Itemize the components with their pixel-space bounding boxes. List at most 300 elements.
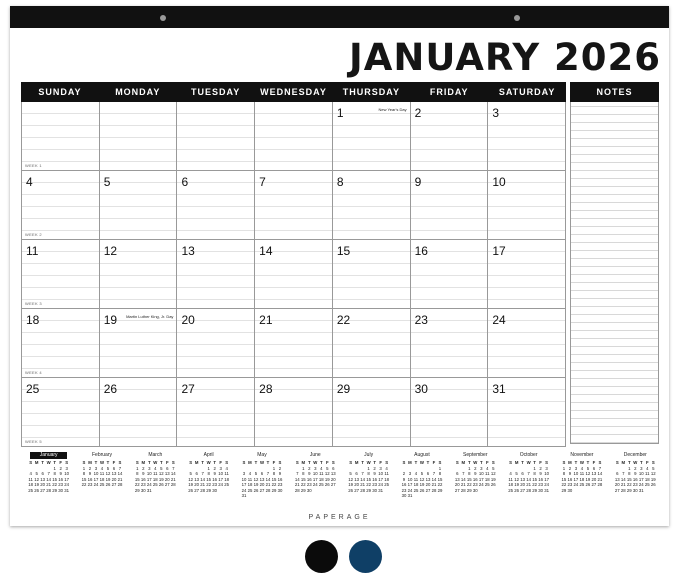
mini-day: 14 xyxy=(597,471,603,476)
mini-day: 15 xyxy=(271,476,277,482)
mini-day: 17 xyxy=(378,476,384,482)
mini-day: 16 xyxy=(306,476,312,482)
mini-day: 24 xyxy=(478,482,484,487)
mini-day: 21 xyxy=(170,476,176,482)
mini-day: 25 xyxy=(644,482,650,487)
mini-day: 25 xyxy=(247,487,253,493)
day-cell[interactable] xyxy=(100,309,178,377)
mini-day-letter: S xyxy=(562,460,566,465)
mini-day: 11 xyxy=(224,471,229,476)
day-cell[interactable] xyxy=(177,240,255,308)
mini-day-letter: S xyxy=(278,460,282,465)
mini-day-letter: W xyxy=(313,460,318,465)
mini-day: 13 xyxy=(111,471,117,476)
mini-day-letter: M xyxy=(141,460,146,465)
mini-day: 30 xyxy=(212,487,218,493)
day-number: 2 xyxy=(414,106,422,120)
mini-day: 31 xyxy=(241,493,247,498)
mini-day-letter: M xyxy=(408,460,412,465)
mini-day-letter: S xyxy=(455,460,459,465)
mini-day: 30 xyxy=(140,487,146,493)
mini-day-letter: T xyxy=(266,460,270,465)
mini-day: 22 xyxy=(271,482,277,487)
mini-day: 19 xyxy=(514,482,519,487)
mini-day: 14 xyxy=(46,476,52,482)
mini-day: 8 xyxy=(82,471,86,476)
day-cell[interactable] xyxy=(333,102,411,170)
week-row xyxy=(22,239,566,308)
mini-day-letter: F xyxy=(219,460,222,465)
mini-day: 6 xyxy=(195,471,198,476)
mini-day: 15 xyxy=(81,476,87,482)
mini-day: 16 xyxy=(277,476,283,482)
mini-day: 23 xyxy=(277,482,283,487)
mini-day: 11 xyxy=(508,476,513,482)
day-cell[interactable] xyxy=(22,240,100,308)
mini-day: 8 xyxy=(468,471,471,476)
mini-day: 18 xyxy=(484,476,490,482)
mini-day: 13 xyxy=(330,471,336,476)
mini-day: 4 xyxy=(225,465,228,471)
mini-day: 10 xyxy=(378,471,384,476)
mini-day: 21 xyxy=(294,482,300,487)
mini-day: 4 xyxy=(486,465,489,471)
mini-day: 3 xyxy=(379,465,382,471)
mini-day: 7 xyxy=(527,471,530,476)
mini-day: 26 xyxy=(188,487,194,493)
mini-day: 17 xyxy=(241,482,247,487)
mini-month-name: December xyxy=(623,452,647,458)
day-number: 20 xyxy=(181,313,195,327)
mini-day: 5 xyxy=(35,471,38,476)
mini-day: 1 xyxy=(136,465,139,471)
mini-day: 13 xyxy=(614,476,620,482)
mini-day: 3 xyxy=(640,465,643,471)
mini-calendar-june xyxy=(289,452,342,502)
mini-day: 8 xyxy=(272,471,276,476)
mini-day: 28 xyxy=(460,487,466,493)
day-cell[interactable] xyxy=(488,102,566,170)
day-cell[interactable] xyxy=(177,102,255,170)
mini-day: 9 xyxy=(142,471,145,476)
mini-day: 5 xyxy=(586,465,590,471)
mini-day: 27 xyxy=(164,482,170,487)
mini-day: 13 xyxy=(354,476,360,482)
mini-day: 28 xyxy=(46,487,52,493)
mini-day: 10 xyxy=(638,471,644,476)
mini-day-letter: T xyxy=(361,460,364,465)
mini-day: 1 xyxy=(438,465,442,471)
day-number: 19 xyxy=(103,313,118,327)
mini-day: 26 xyxy=(348,487,354,493)
color-swatch-black[interactable] xyxy=(305,540,338,573)
mini-day-letter: F xyxy=(645,460,649,465)
mini-day: 18 xyxy=(28,482,34,487)
mini-day: 30 xyxy=(538,487,543,493)
holiday-label: Martin Luther King, Jr. Day xyxy=(126,314,174,319)
mini-day: 8 xyxy=(367,471,370,476)
mini-day-letter: T xyxy=(254,460,258,465)
day-cell[interactable] xyxy=(255,378,333,446)
mini-day: 26 xyxy=(158,482,164,487)
mini-day: 20 xyxy=(591,476,597,482)
mini-day: 10 xyxy=(478,471,484,476)
mini-month-name: January xyxy=(30,452,67,459)
mini-day: 21 xyxy=(200,482,206,487)
mini-day: 23 xyxy=(538,482,543,487)
mini-day: 14 xyxy=(460,476,466,482)
mini-day: 24 xyxy=(146,482,152,487)
mini-day-letter: T xyxy=(94,460,98,465)
mini-day: 22 xyxy=(626,482,632,487)
mini-day: 27 xyxy=(425,487,431,493)
mini-day: 8 xyxy=(438,471,442,476)
mini-day: 28 xyxy=(170,482,176,487)
hanging-hole-right xyxy=(514,15,520,21)
mini-day: 5 xyxy=(106,465,110,471)
mini-day: 29 xyxy=(437,487,443,493)
mini-day: 22 xyxy=(81,482,87,487)
mini-day: 11 xyxy=(99,471,105,476)
mini-day: 29 xyxy=(271,487,277,493)
mini-day: 21 xyxy=(265,482,271,487)
mini-day-letter: M xyxy=(34,460,39,465)
mini-day-letter: M xyxy=(354,460,359,465)
day-cell[interactable] xyxy=(488,378,566,446)
mini-day-letter: T xyxy=(53,460,56,465)
mini-day: 21 xyxy=(597,476,603,482)
mini-day: 10 xyxy=(312,471,318,476)
day-cell[interactable] xyxy=(100,102,178,170)
mini-day: 16 xyxy=(372,476,378,482)
day-cell[interactable] xyxy=(333,171,411,239)
mini-day: 5 xyxy=(492,465,495,471)
mini-day: 29 xyxy=(626,487,632,493)
mini-day: 16 xyxy=(212,476,218,482)
mini-day-letter: S xyxy=(545,460,549,465)
mini-day-letter: T xyxy=(41,460,44,465)
mini-day: 9 xyxy=(539,471,542,476)
mini-month-name: June xyxy=(309,452,321,458)
mini-day: 18 xyxy=(384,476,390,482)
mini-day-letter: F xyxy=(539,460,542,465)
mini-day: 27 xyxy=(354,487,360,493)
mini-day: 2 xyxy=(278,465,282,471)
mini-day: 5 xyxy=(652,465,655,471)
mini-day-letter: F xyxy=(59,460,62,465)
mini-day: 23 xyxy=(567,482,573,487)
mini-day: 9 xyxy=(474,471,477,476)
mini-day-letter: W xyxy=(259,460,264,465)
mini-day-letter: T xyxy=(307,460,311,465)
mini-day: 26 xyxy=(514,487,519,493)
mini-day: 9 xyxy=(373,471,376,476)
mini-day: 6 xyxy=(260,471,264,476)
mini-month-grid xyxy=(609,460,662,493)
mini-day: 19 xyxy=(253,482,259,487)
day-cell[interactable] xyxy=(177,378,255,446)
day-number: 26 xyxy=(103,382,118,396)
mini-day: 24 xyxy=(312,482,318,487)
mini-day: 5 xyxy=(160,465,163,471)
day-cell[interactable] xyxy=(333,378,411,446)
day-number: 6 xyxy=(181,175,189,189)
mini-day: 25 xyxy=(152,482,158,487)
mini-day: 12 xyxy=(188,476,194,482)
mini-day: 13 xyxy=(454,476,460,482)
mini-day: 8 xyxy=(302,471,305,476)
day-number: 4 xyxy=(26,175,33,189)
color-swatch-navy[interactable] xyxy=(349,540,382,573)
weekday-friday: FRIDAY xyxy=(429,87,469,97)
mini-day: 25 xyxy=(508,487,513,493)
mini-day: 2 xyxy=(142,465,145,471)
day-number: 8 xyxy=(336,175,344,189)
day-cell[interactable] xyxy=(22,102,100,170)
mini-day: 15 xyxy=(366,476,372,482)
mini-day: 28 xyxy=(597,482,603,487)
mini-day-letter: M xyxy=(248,460,252,465)
mini-day: 10 xyxy=(146,471,152,476)
day-cell[interactable] xyxy=(22,378,100,446)
day-cell[interactable] xyxy=(255,102,333,170)
mini-calendar-september xyxy=(449,452,502,502)
mini-day: 12 xyxy=(514,476,519,482)
mini-day: 27 xyxy=(330,482,336,487)
mini-day-letter: F xyxy=(432,460,436,465)
mini-day: 19 xyxy=(585,476,591,482)
mini-calendar-july xyxy=(342,452,395,502)
mini-day-letter: F xyxy=(485,460,489,465)
day-cell[interactable] xyxy=(488,240,566,308)
mini-day: 8 xyxy=(562,471,566,476)
mini-month-grid xyxy=(182,460,235,493)
mini-day: 16 xyxy=(87,476,93,482)
mini-day: 18 xyxy=(224,476,230,482)
day-cell[interactable] xyxy=(411,102,489,170)
mini-day: 9 xyxy=(402,476,406,482)
day-number: 24 xyxy=(492,313,506,327)
mini-day: 7 xyxy=(462,471,465,476)
mini-day: 20 xyxy=(614,482,620,487)
day-cell[interactable] xyxy=(411,171,489,239)
mini-day: 28 xyxy=(620,487,626,493)
mini-day: 26 xyxy=(34,487,40,493)
mini-day: 10 xyxy=(241,476,247,482)
mini-day: 26 xyxy=(324,482,330,487)
weekday-tuesday: TUESDAY xyxy=(191,87,241,97)
mini-day-letter: T xyxy=(319,460,323,465)
mini-day: 20 xyxy=(194,482,200,487)
mini-day-letter: W xyxy=(633,460,638,465)
mini-day-letter: M xyxy=(194,460,199,465)
mini-day-letter: T xyxy=(201,460,204,465)
mini-day: 7 xyxy=(361,471,364,476)
mini-day: 29 xyxy=(466,487,472,493)
day-number: 31 xyxy=(492,382,506,396)
mini-day: 29 xyxy=(366,487,372,493)
mini-day: 26 xyxy=(490,482,496,487)
mini-day: 11 xyxy=(153,471,158,476)
mini-day: 12 xyxy=(348,476,354,482)
mini-day: 16 xyxy=(538,476,543,482)
mini-day: 24 xyxy=(241,487,247,493)
mini-day: 27 xyxy=(40,487,46,493)
mini-month-grid xyxy=(342,460,395,493)
day-cell[interactable] xyxy=(22,309,100,377)
mini-day: 29 xyxy=(52,487,58,493)
mini-day: 27 xyxy=(520,487,525,493)
mini-day-letter: W xyxy=(99,460,105,465)
mini-day: 1 xyxy=(468,465,471,471)
day-cell[interactable] xyxy=(411,309,489,377)
mini-month-grid xyxy=(449,460,502,493)
mini-day: 11 xyxy=(319,471,324,476)
mini-day: 20 xyxy=(454,482,460,487)
mini-day: 1 xyxy=(533,465,536,471)
mini-calendar-may xyxy=(235,452,288,502)
mini-day: 3 xyxy=(574,465,578,471)
day-number: 3 xyxy=(492,106,499,120)
mini-day: 24 xyxy=(64,482,70,487)
mini-day: 31 xyxy=(146,487,152,493)
mini-day: 13 xyxy=(164,471,170,476)
mini-day-letter: S xyxy=(295,460,299,465)
hanging-hole-left xyxy=(160,15,166,21)
mini-day: 2 xyxy=(539,465,542,471)
mini-day: 15 xyxy=(437,476,443,482)
mini-calendar-march xyxy=(129,452,182,502)
mini-month-grid xyxy=(502,460,555,493)
day-number: 17 xyxy=(492,244,506,258)
mini-day: 2 xyxy=(402,471,406,476)
day-cell[interactable] xyxy=(411,378,489,446)
mini-day: 28 xyxy=(360,487,366,493)
mini-day: 24 xyxy=(93,482,99,487)
mini-day: 3 xyxy=(65,465,68,471)
mini-day: 6 xyxy=(332,465,335,471)
mini-day: 22 xyxy=(366,482,372,487)
mini-day: 21 xyxy=(117,476,123,482)
mini-day: 17 xyxy=(573,476,579,482)
mini-day: 21 xyxy=(431,482,437,487)
mini-month-name: March xyxy=(148,452,163,458)
mini-day: 22 xyxy=(206,482,212,487)
mini-day: 19 xyxy=(105,476,111,482)
mini-day: 13 xyxy=(40,476,46,482)
mini-day: 11 xyxy=(645,471,650,476)
mini-calendar-february xyxy=(75,452,128,502)
mini-day: 20 xyxy=(259,482,265,487)
mini-day: 9 xyxy=(88,471,92,476)
day-cell[interactable] xyxy=(333,309,411,377)
mini-day: 15 xyxy=(532,476,537,482)
day-cell[interactable] xyxy=(488,171,566,239)
mini-day: 4 xyxy=(385,465,388,471)
notes-column[interactable] xyxy=(570,82,659,444)
week-row xyxy=(22,170,566,239)
mini-day-letter: S xyxy=(135,460,139,465)
day-cell[interactable] xyxy=(177,171,255,239)
day-cell[interactable] xyxy=(22,171,100,239)
mini-day: 12 xyxy=(324,471,330,476)
mini-day: 27 xyxy=(614,487,620,493)
mini-day: 12 xyxy=(585,471,591,476)
mini-day: 18 xyxy=(152,476,158,482)
mini-day: 30 xyxy=(58,487,64,493)
mini-day: 23 xyxy=(401,487,407,493)
mini-day: 6 xyxy=(456,471,459,476)
mini-day: 30 xyxy=(277,487,283,493)
mini-day: 16 xyxy=(472,476,478,482)
mini-day-letter: M xyxy=(88,460,92,465)
mini-day: 25 xyxy=(579,482,585,487)
mini-day: 15 xyxy=(466,476,472,482)
mini-day: 20 xyxy=(40,482,46,487)
mini-day: 23 xyxy=(212,482,218,487)
mini-day: 24 xyxy=(378,482,384,487)
day-cell[interactable] xyxy=(100,171,178,239)
mini-day: 2 xyxy=(474,465,477,471)
mini-day: 17 xyxy=(146,476,152,482)
mini-day-letter: S xyxy=(29,460,33,465)
day-cell[interactable] xyxy=(255,171,333,239)
mini-day: 7 xyxy=(118,465,122,471)
day-number: 14 xyxy=(259,244,273,258)
mini-day: 24 xyxy=(573,482,579,487)
day-cell[interactable] xyxy=(255,309,333,377)
day-cell[interactable] xyxy=(100,378,178,446)
mini-day-letter: W xyxy=(366,460,371,465)
day-cell[interactable] xyxy=(255,240,333,308)
mini-day: 19 xyxy=(324,476,330,482)
day-number: 27 xyxy=(181,382,195,396)
mini-day: 19 xyxy=(650,476,656,482)
mini-day: 5 xyxy=(326,465,329,471)
mini-day: 1 xyxy=(562,465,566,471)
mini-day: 12 xyxy=(105,471,111,476)
day-cell[interactable] xyxy=(411,240,489,308)
mini-day: 9 xyxy=(213,471,216,476)
mini-day: 21 xyxy=(620,482,626,487)
day-cell[interactable] xyxy=(333,240,411,308)
mini-day-letter: F xyxy=(379,460,382,465)
mini-day: 25 xyxy=(224,482,230,487)
day-cell[interactable] xyxy=(177,309,255,377)
mini-day-letter: T xyxy=(467,460,471,465)
mini-month-name: August xyxy=(414,452,430,458)
mini-day: 7 xyxy=(266,471,270,476)
mini-day: 4 xyxy=(509,471,512,476)
day-cell[interactable] xyxy=(100,240,178,308)
mini-day: 9 xyxy=(568,471,572,476)
mini-day-letter: T xyxy=(106,460,110,465)
day-number: 13 xyxy=(181,244,195,258)
mini-day: 14 xyxy=(117,471,123,476)
mini-day-letter: W xyxy=(46,460,51,465)
mini-day-letter: T xyxy=(373,460,376,465)
mini-day: 2 xyxy=(634,465,637,471)
mini-day: 12 xyxy=(253,476,259,482)
day-cell[interactable] xyxy=(488,309,566,377)
mini-day-letter: F xyxy=(166,460,169,465)
mini-day-letter: F xyxy=(592,460,596,465)
mini-day: 16 xyxy=(401,482,407,487)
mini-day: 25 xyxy=(99,482,105,487)
mini-day: 10 xyxy=(64,471,70,476)
mini-day: 8 xyxy=(628,471,631,476)
mini-day: 24 xyxy=(544,482,549,487)
